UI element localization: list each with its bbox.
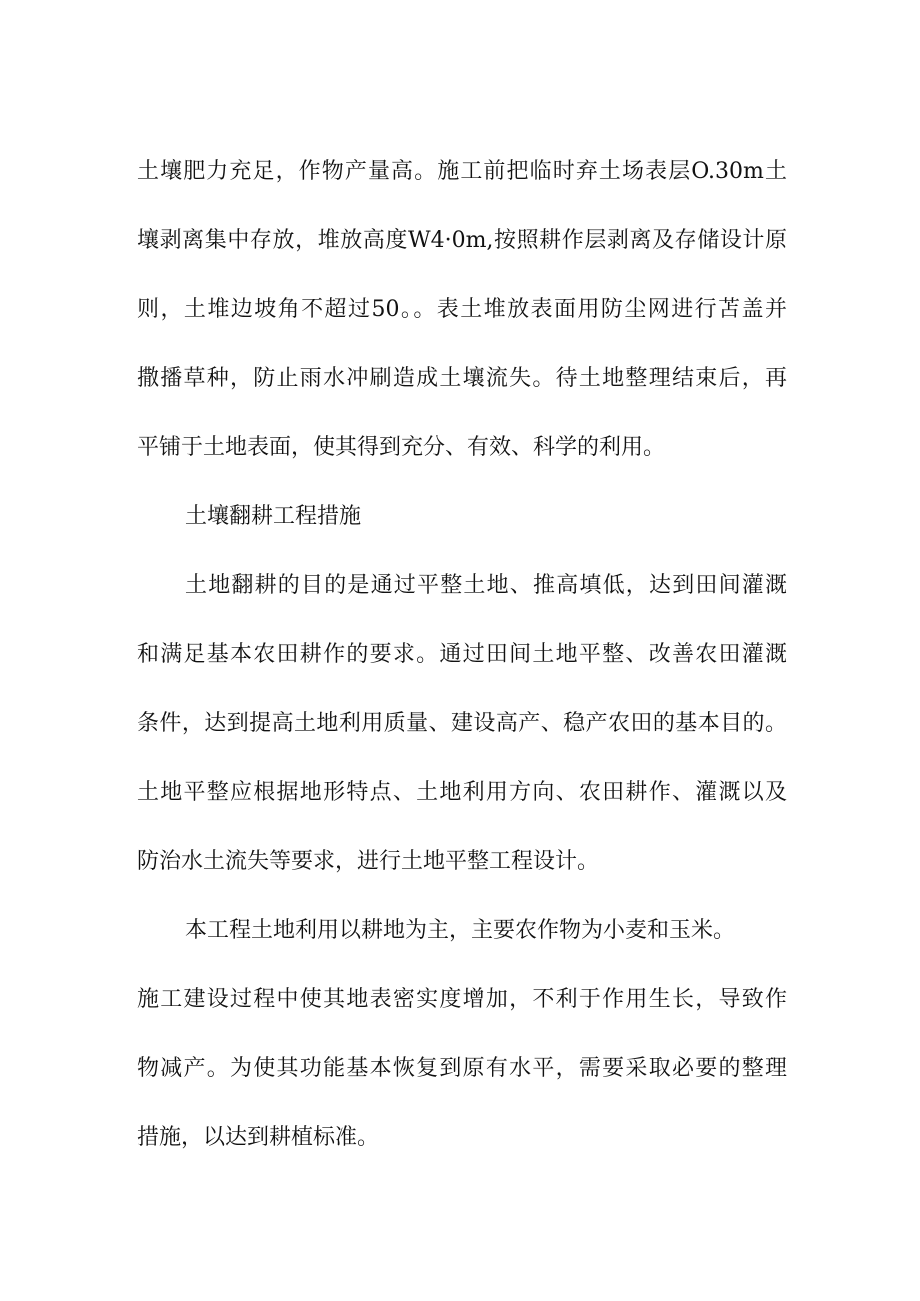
text-line: 壤剥离集中存放，堆放高度W4·0m,按照耕作层剥离及存储设计原 [137,228,787,253]
text-line: 条件，达到提高土地利用质量、建设高产、稳产农田的基本目的。 [137,711,787,736]
text-line: 和满足基本农田耕作的要求。通过田间土地平整、改善农田灌溉 [137,642,787,667]
section-heading: 土壤翻耕工程措施 [185,504,362,529]
text-line: 土壤肥力充足，作物产量高。施工前把临时弃土场表层O.30m土 [137,159,787,184]
text-line: 防治水土流失等要求，进行土地平整工程设计。 [137,849,600,874]
text-line: 土地平整应根据地形特点、土地利用方向、农田耕作、灌溉以及 [137,780,787,805]
text-line: 撒播草种，防止雨水冲刷造成土壤流失。待土地整理结束后，再 [137,366,787,391]
text-line: 物减产。为使其功能基本恢复到原有水平，需要采取必要的整理 [137,1056,787,1081]
text-line: 则，土堆边坡角不超过50。。表土堆放表面用防尘网进行苫盖并 [137,297,787,322]
text-line: 措施，以达到耕植标准。 [137,1125,380,1150]
text-line: 施工建设过程中使其地表密实度增加，不利于作用生长，导致作 [137,987,787,1012]
document-body [137,150,787,1185]
text-line: 本工程土地利用以耕地为主，主要农作物为小麦和玉米。 [185,918,736,943]
text-line: 土地翻耕的目的是通过平整土地、推高填低，达到田间灌溉 [185,573,787,598]
text-line: 平铺于土地表面，使其得到充分、有效、科学的利用。 [137,435,666,460]
